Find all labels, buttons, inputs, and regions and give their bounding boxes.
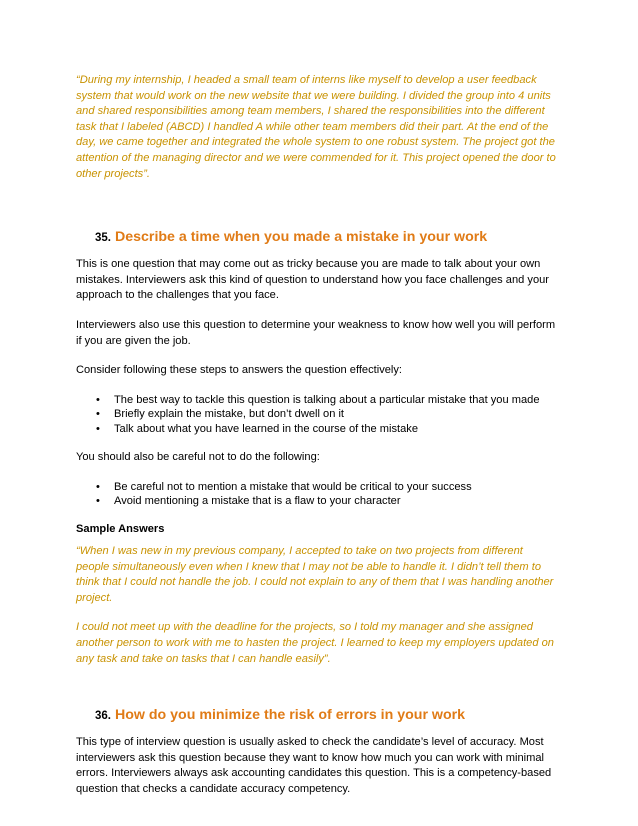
section-35-paragraph-2: Interviewers also use this question to determine your weakness to know how well you will perform if you are given the job. xyxy=(76,318,556,347)
list-item: • Avoid mentioning a mistake that is a flaw to your character xyxy=(96,494,401,507)
section-35-title: Describe a time when you made a mistake in your work xyxy=(115,229,488,246)
bullet-icon: • xyxy=(96,494,100,507)
section-35-paragraph-1: This is one question that may come out as tricky because you are made to talk about your own mistakes. Interviewers ask this kind of question to understand how you face challenges and your approach to the challenges that you face. xyxy=(76,258,549,302)
section-36-heading xyxy=(76,707,558,723)
avoid-list xyxy=(76,480,558,509)
sample-answer-quote-1: “When I was new in my previous company, I accepted to take on two projects from different people simultaneously even when I knew that I may not be able to handle it. I didn’t tell them to think that I could not handle the job. I could not explain to any of them that I was handling another project. xyxy=(76,544,554,604)
bullet-icon: • xyxy=(96,422,100,435)
list-item: • The best way to tackle this question is talking about a particular mistake that you made xyxy=(96,393,540,406)
section-36-title: How do you minimize the risk of errors in your work xyxy=(115,707,466,724)
section-35-paragraph-3: Consider following these steps to answers the question effectively: xyxy=(76,364,403,377)
section-35-heading xyxy=(76,229,558,245)
section-36-paragraph-1: This type of interview question is usually asked to check the candidate’s level of accuracy. Most interviewers ask this question because they want to know how much you can work with minimal errors. Interviewers always ask accounting candidates this question. This is a competency-based question that checks a candidate accuracy competency. xyxy=(76,736,552,795)
sample-answers-label: Sample Answers xyxy=(76,523,165,536)
intro-quote: “During my internship, I headed a small team of interns like myself to develop a user feedback system that would work on the new website that we were building. I divided the group into 4 units and shared responsibilities among team members, I shared the responsibilities into the different task that I labeled (ABCD) I handled A while other team members did their part. At the end of the day, we came together and integrated the whole system to one robust system. The project got the attention of the managing director and we were commended for it. This project opened the door to other projects”. xyxy=(76,74,556,180)
list-item: • Be careful not to mention a mistake that would be critical to your success xyxy=(96,480,472,493)
section-36-number: 36. xyxy=(95,710,111,723)
section-35-number: 35. xyxy=(95,232,111,245)
list-item: • Talk about what you have learned in the course of the mistake xyxy=(96,422,419,435)
steps-list xyxy=(76,393,558,436)
sample-answer-quote-2: I could not meet up with the deadline for the projects, so I told my manager and she assigned another person to work with me to hasten the project. I learned to keep my employers updated on any task and take on tasks that I can handle easily”. xyxy=(76,621,554,665)
bullet-icon: • xyxy=(96,480,100,493)
bullet-icon: • xyxy=(96,393,100,406)
list-item: • Briefly explain the mistake, but don’t dwell on it xyxy=(96,408,345,421)
section-35-paragraph-4: You should also be careful not to do the following: xyxy=(76,450,320,463)
bullet-icon: • xyxy=(96,408,100,421)
